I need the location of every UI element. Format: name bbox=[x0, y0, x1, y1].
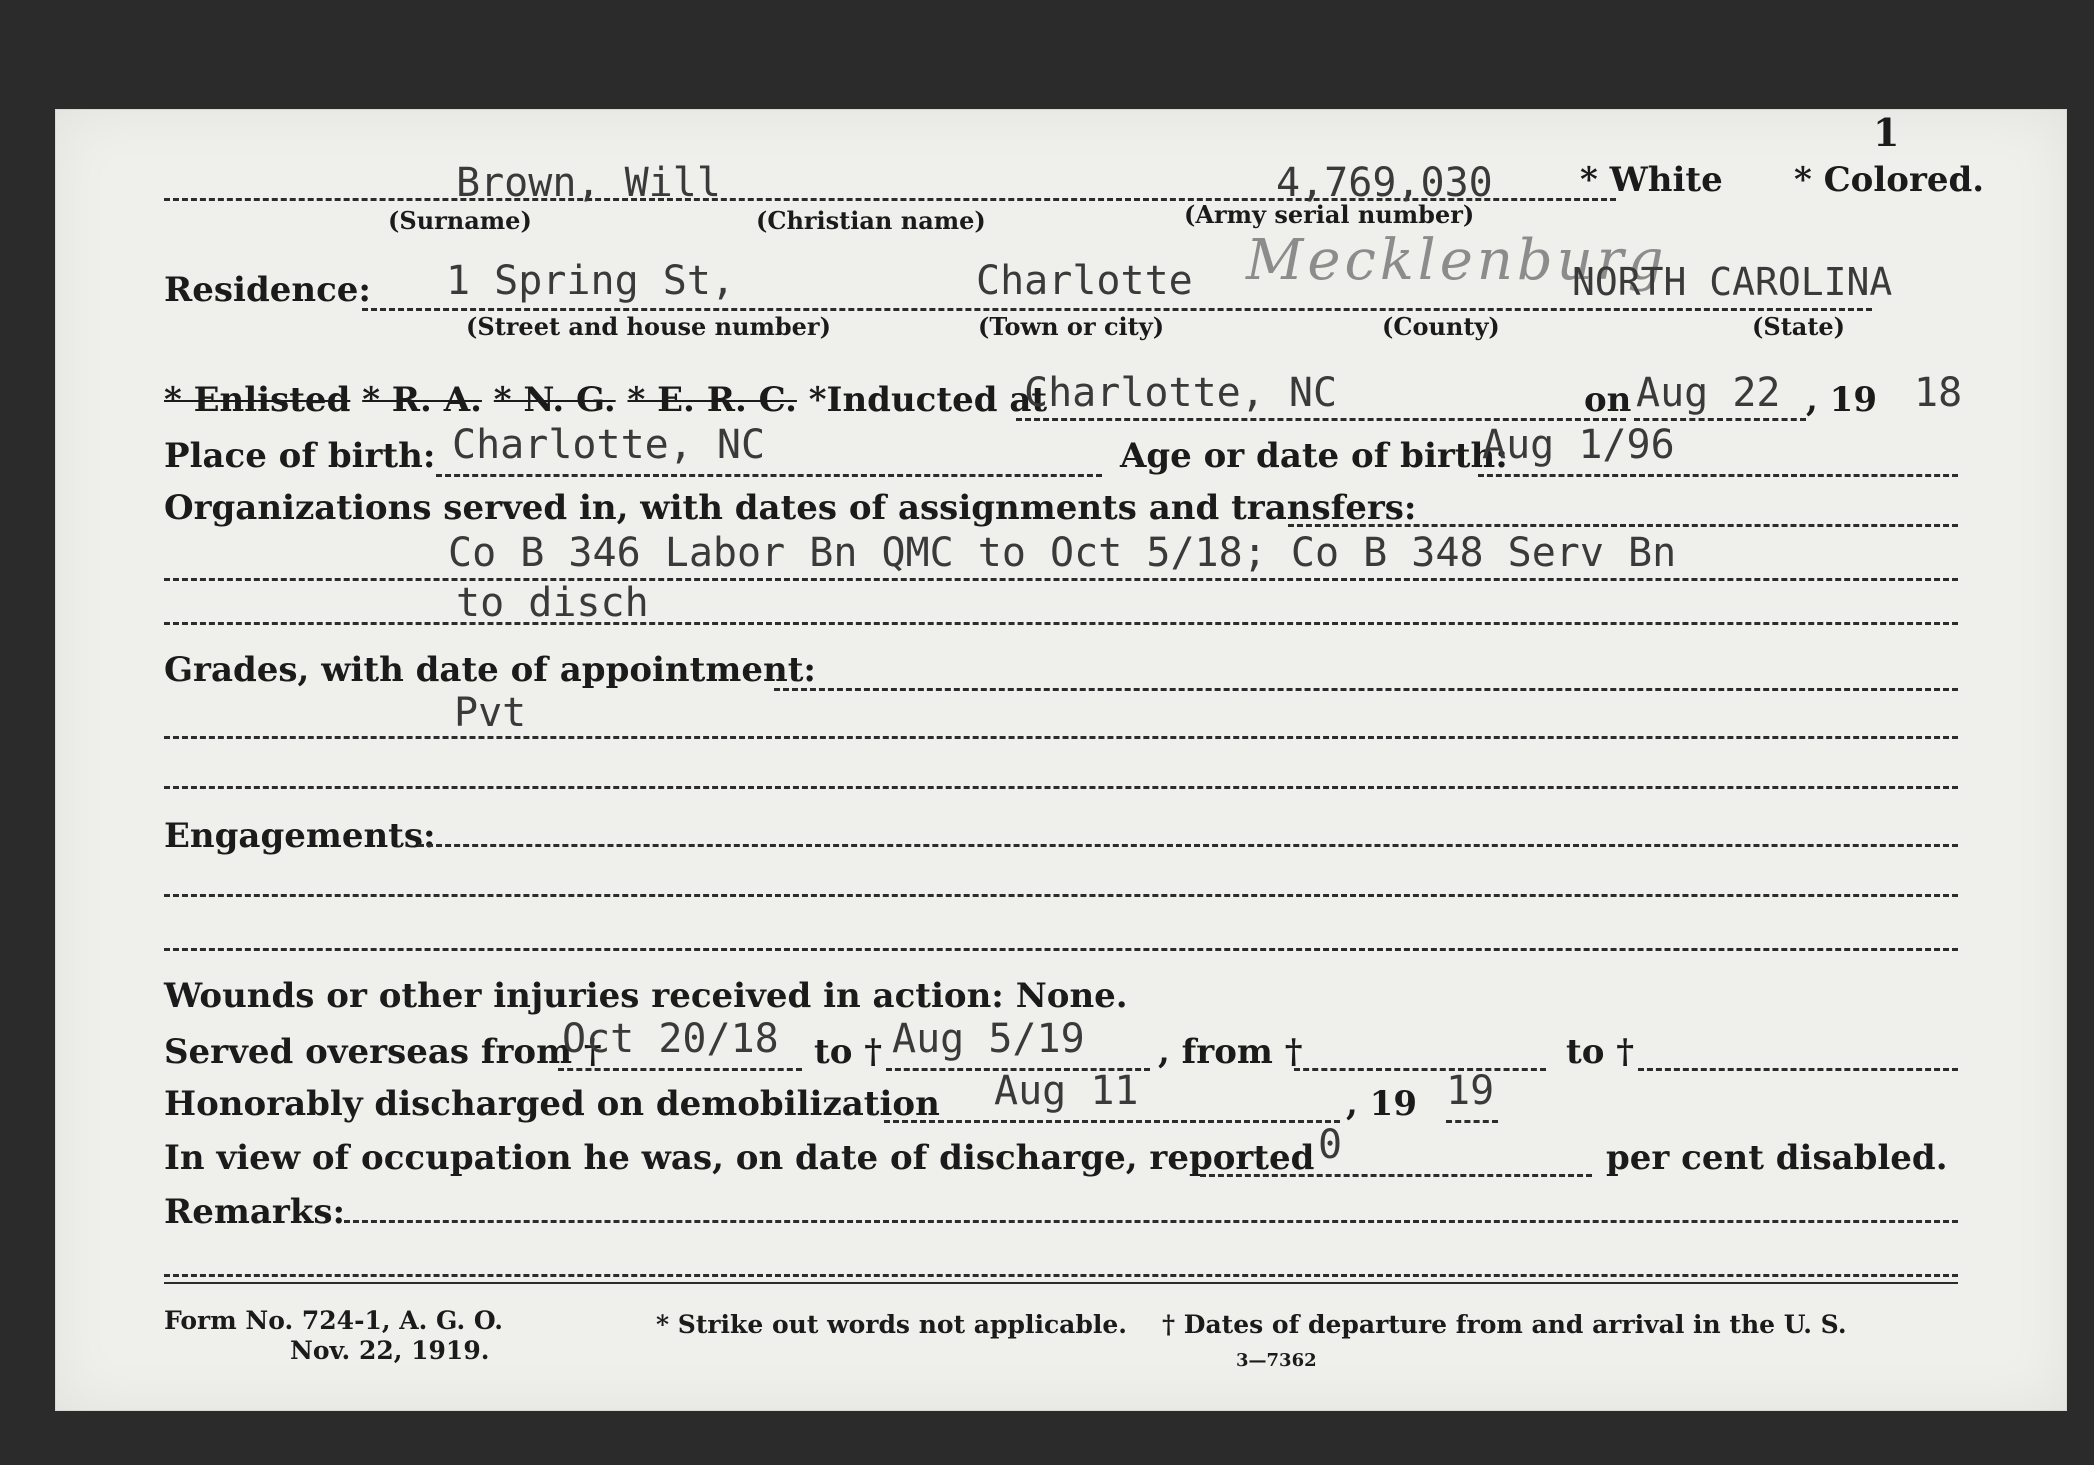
state-caption: (State) bbox=[1752, 312, 1846, 341]
organizations-line-1 bbox=[164, 578, 1958, 581]
enlistment-options bbox=[164, 380, 1047, 420]
overseas-to-label: to † bbox=[814, 1032, 882, 1072]
residence-street: 1 Spring St, bbox=[446, 258, 735, 304]
dagger-note: † Dates of departure from and arrival in the U. S. bbox=[1162, 1310, 1847, 1339]
disability-suffix: per cent disabled. bbox=[1606, 1138, 1948, 1178]
race-colored: * Colored. bbox=[1794, 160, 1985, 200]
organizations-label: Organizations served in, with dates of assignments and transfers: bbox=[164, 488, 1417, 528]
ra-option: * R. A. bbox=[362, 380, 482, 420]
overseas-from2-label: , from † bbox=[1158, 1032, 1303, 1072]
name-value: Brown, Will bbox=[456, 160, 721, 206]
age-label: Age or date of birth: bbox=[1120, 436, 1508, 476]
remarks-line-0 bbox=[344, 1220, 1958, 1223]
discharge-year-prefix: , 19 bbox=[1346, 1084, 1417, 1124]
form-number: Form No. 724-1, A. G. O. bbox=[164, 1306, 503, 1335]
engagements-line-1 bbox=[164, 894, 1958, 897]
on-label: on bbox=[1584, 380, 1632, 420]
discharge-year-suffix: 19 bbox=[1446, 1068, 1495, 1114]
residence-label: Residence: bbox=[164, 270, 371, 310]
organizations-line-2 bbox=[164, 622, 1958, 625]
residence-line bbox=[362, 308, 1872, 311]
residence-county-handwritten: Mecklenburg bbox=[1246, 228, 1668, 293]
draft-record-card bbox=[56, 110, 2066, 1410]
ng-option: * N. G. bbox=[493, 380, 616, 420]
grades-label: Grades, with date of appointment: bbox=[164, 650, 816, 690]
surname-caption: (Surname) bbox=[388, 206, 532, 235]
inducted-label: *Inducted at bbox=[808, 380, 1048, 420]
serial-value: 4,769,030 bbox=[1276, 160, 1493, 206]
residence-state: NORTH CAROLINA bbox=[1572, 260, 1893, 304]
inducted-date: Aug 22 bbox=[1636, 370, 1781, 416]
county-caption: (County) bbox=[1382, 312, 1500, 341]
organizations-value-2: to disch bbox=[456, 580, 649, 626]
inducted-date-line bbox=[1634, 418, 1806, 421]
wounds-label: Wounds or other injuries received in action: None. bbox=[164, 976, 1128, 1016]
overseas-to2-line bbox=[1638, 1068, 1958, 1071]
discharge-date-line bbox=[884, 1120, 1340, 1123]
grades-line-2 bbox=[164, 786, 1958, 789]
street-caption: (Street and house number) bbox=[466, 312, 831, 341]
birth-place-label: Place of birth: bbox=[164, 436, 436, 476]
race-white: * White bbox=[1580, 160, 1723, 200]
overseas-label: Served overseas from † bbox=[164, 1032, 602, 1072]
town-caption: (Town or city) bbox=[978, 312, 1165, 341]
inducted-year-prefix: , 19 bbox=[1806, 380, 1877, 420]
overseas-to2-label: to † bbox=[1566, 1032, 1634, 1072]
enlisted-option: * Enlisted bbox=[164, 380, 351, 420]
grades-value: Pvt bbox=[454, 690, 527, 736]
engagements-label: Engagements: bbox=[164, 816, 436, 856]
discharge-date: Aug 11 bbox=[994, 1068, 1139, 1114]
christian-caption: (Christian name) bbox=[756, 206, 986, 235]
remarks-line-1 bbox=[164, 1274, 1958, 1277]
age-line bbox=[1478, 474, 1958, 477]
overseas-to: Aug 5/19 bbox=[892, 1016, 1085, 1062]
overseas-from: Oct 20/18 bbox=[562, 1016, 779, 1062]
erc-option: * E. R. C. bbox=[627, 380, 797, 420]
residence-town: Charlotte bbox=[976, 258, 1193, 304]
disability-label: In view of occupation he was, on date of discharge, reported bbox=[164, 1138, 1315, 1178]
discharge-label: Honorably discharged on demobilization bbox=[164, 1084, 940, 1124]
serial-caption: (Army serial number) bbox=[1184, 200, 1475, 229]
overseas-from-line bbox=[558, 1068, 802, 1071]
overseas-from2-line bbox=[1294, 1068, 1546, 1071]
engagements-line-0 bbox=[418, 844, 1958, 847]
organizations-line-0 bbox=[1288, 524, 1958, 527]
birth-date: Aug 1/96 bbox=[1482, 422, 1675, 468]
discharge-year-line bbox=[1446, 1120, 1498, 1123]
inducted-place: Charlotte, NC bbox=[1024, 370, 1338, 416]
grades-line-0 bbox=[774, 688, 1958, 691]
inducted-line bbox=[1016, 418, 1626, 421]
grades-line-1 bbox=[164, 736, 1958, 739]
birth-place: Charlotte, NC bbox=[452, 422, 766, 468]
form-date: Nov. 22, 1919. bbox=[290, 1336, 490, 1365]
footer-rule bbox=[164, 1282, 1958, 1284]
strike-note: * Strike out words not applicable. bbox=[656, 1310, 1127, 1339]
disability-value: 0 bbox=[1318, 1122, 1343, 1168]
print-code: 3—7362 bbox=[1236, 1350, 1317, 1371]
inducted-year-suffix: 18 bbox=[1914, 370, 1963, 416]
card-number: 1 bbox=[1873, 110, 1900, 155]
disability-line bbox=[1200, 1174, 1592, 1177]
remarks-label: Remarks: bbox=[164, 1192, 346, 1232]
organizations-value-1: Co B 346 Labor Bn QMC to Oct 5/18; Co B 348 Serv Bn bbox=[448, 530, 1677, 576]
birth-place-line bbox=[436, 474, 1102, 477]
engagements-line-2 bbox=[164, 948, 1958, 951]
